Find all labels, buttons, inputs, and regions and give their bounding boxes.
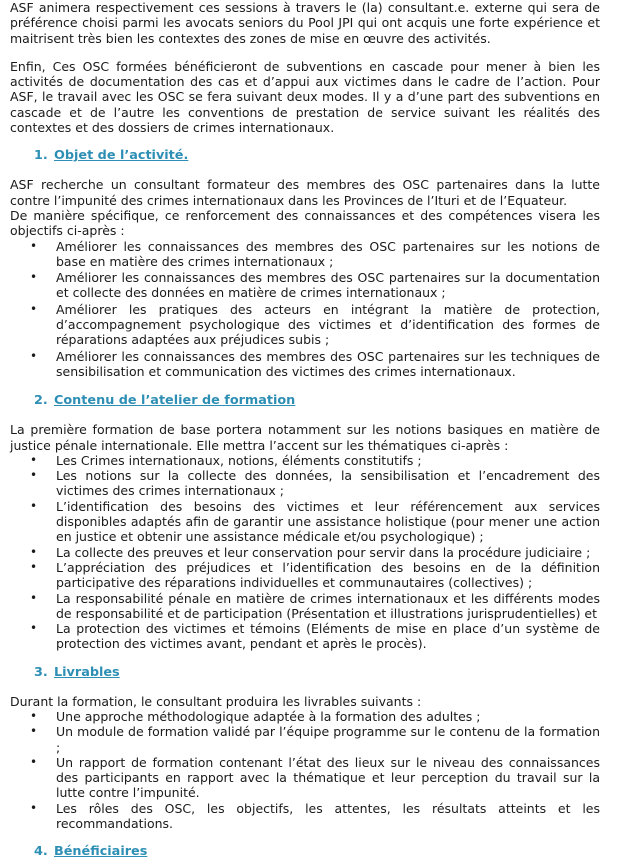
list-item: • Un rapport de formation contenant l’état des lieux sur le niveau des connaissances des participants en rapport avec la thématique et leur perception du travail sur la lutte contre l’impunité.: [10, 755, 600, 801]
section-paragraph: Durant la formation, le consultant produira les livrables suivants :: [10, 693, 422, 709]
bullet-list-objectifs: [10, 239, 600, 380]
section-number: 2.: [34, 393, 48, 409]
section-heading-livrables: [10, 665, 600, 681]
list-item: • Améliorer les connaissances des membres des OSC partenaires sur la documentation et collecte des données en matière de crimes internationaux ;: [10, 270, 600, 301]
list-item: • Une approche méthodologique adaptée à la formation des adultes ;: [10, 709, 600, 724]
intro-paragraph-2: Enfin, Ces OSC formées bénéficieront de subventions en cascade pour mener à bien les activités de documentation des cas et d’appui aux victimes dans le cadre de l’action. Pour ASF, le travail avec les OSC se fera suivant deux modes. Il y a d’une part des subventions en cascade et de l’autre les conventions de prestation de service suivant les réalités des contextes et des dossiers de crimes internationaux.: [10, 58, 600, 136]
list-item: • Les Crimes internationaux, notions, éléments constitutifs ;: [10, 453, 600, 468]
list-item: • Les rôles des OSC, les objectifs, les attentes, les résultats atteints et les recommandations.: [10, 801, 600, 832]
section-title: Livrables: [54, 664, 120, 680]
list-item: • Un module de formation validé par l’équipe programme sur le contenu de la formation ;: [10, 724, 600, 755]
list-item: • La collecte des preuves et leur conservation pour servir dans la procédure judiciaire ;: [10, 545, 600, 560]
list-item: • Les notions sur la collecte des données, la sensibilisation et l’encadrement des victimes des crimes internationaux ;: [10, 468, 600, 499]
bullet-list-thematiques: [10, 453, 600, 652]
section-number: 1.: [34, 148, 48, 164]
section-paragraph: La première formation de base portera notamment sur les notions basiques en matière de justice pénale internationale. Elle mettra l’accent sur les thématiques ci-après :: [10, 422, 600, 453]
section-title: Contenu de l’atelier de formation: [54, 393, 296, 409]
document-page: [10, 0, 600, 860]
section-heading-objet: [10, 148, 600, 164]
section-title: Bénéficiaires: [54, 844, 148, 860]
section-title: Objet de l’activité.: [54, 148, 189, 164]
list-item: • Améliorer les connaissances des membres des OSC partenaires sur les techniques de sensibilisation et communication des victimes des crimes internationaux.: [10, 349, 600, 380]
list-item: • La responsabilité pénale en matière de crimes internationaux et les différents modes de responsabilité et de participation (Présentation et illustrations jurisprudentielles) et: [10, 591, 600, 622]
list-item: • Améliorer les connaissances des membres des OSC partenaires sur les notions de base en matière des crimes internationaux ;: [10, 239, 600, 270]
list-item: • La protection des victimes et témoins (Eléments de mise en place d’un système de protection des victimes avant, pendant et après le procès).: [10, 621, 600, 652]
bullet-list-livrables: [10, 709, 600, 831]
list-item: • L’identification des besoins des victimes et leur référencement aux services disponibles adaptés afin de garantir une assistance holistique (pour mener une action en justice et obtenir une assistance médicale et/ou psychologique) ;: [10, 499, 600, 545]
section-number: 4.: [34, 844, 48, 860]
section-heading-beneficiaires: [10, 844, 600, 860]
section-paragraph: De manière spécifique, ce renforcement des connaissances et des compétences visera les objectifs ci-après :: [10, 207, 600, 239]
section-number: 3.: [34, 664, 48, 680]
intro-paragraph-1: ASF animera respectivement ces sessions à travers le (la) consultant.e. externe qui sera de préférence choisi parmi les avocats seniors du Pool JPI qui ont acquis une forte expérience et maitrisent très bien les contextes des zones de mise en œuvre des activités.: [10, 0, 600, 46]
list-item: • Améliorer les pratiques des acteurs en intégrant la matière de protection, d’accompagnement psychologique des victimes et d’identification des formes de réparations adaptées aux préjudices subis ;: [10, 302, 600, 348]
list-item: • L’appréciation des préjudices et l’identification des besoins en de la définition participative des réparations individuelles et communautaires (collectives) ;: [10, 560, 600, 591]
section-heading-contenu: [10, 393, 600, 409]
section-paragraph: ASF recherche un consultant formateur des membres des OSC partenaires dans la lutte contre l’impunité des crimes internationaux dans les Provinces de l’Ituri et de l’Equateur.: [10, 177, 600, 208]
